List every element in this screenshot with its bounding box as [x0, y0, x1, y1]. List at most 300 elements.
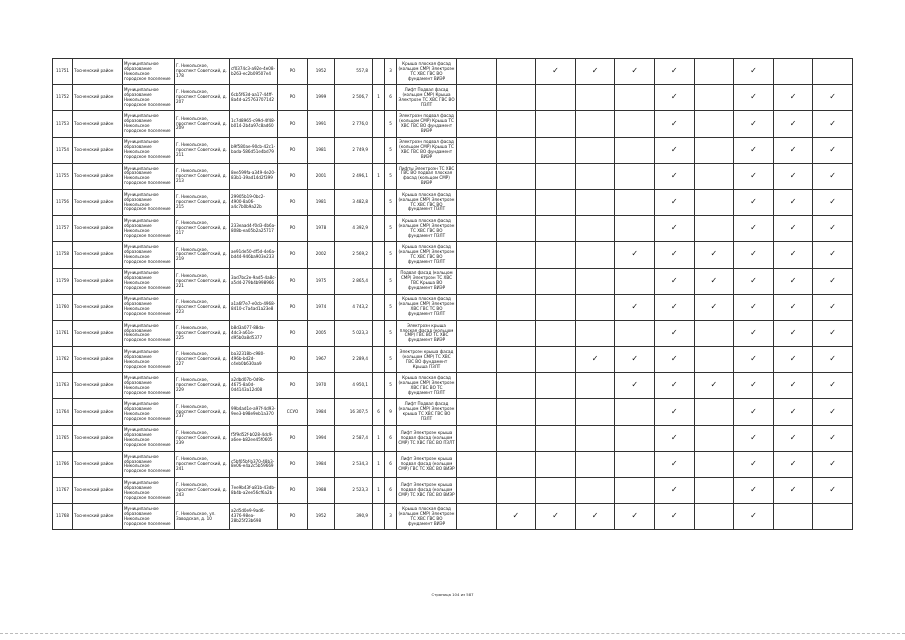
address-cell: Г. Никольское, проспект Советский, д. 213 [175, 163, 230, 189]
work-column-1-cell [457, 163, 497, 189]
row-number: 11752 [53, 85, 73, 111]
fias-code-cell: ba32318b-c980-496b-bd2d-c4eb0b630aa9 [230, 347, 278, 373]
row-number: 11753 [53, 111, 73, 137]
management-type-cell: РО [278, 85, 308, 111]
checkmark-icon: ✓ [631, 354, 639, 364]
works-list-cell: Лифты Электроэн ТС ХВС ГВС ВО подвал плоская фасад (кольцом СМР) ВИЭР [397, 163, 457, 189]
checkmark-icon: ✓ [750, 170, 757, 180]
lift-count-cell: 1 [373, 451, 385, 477]
municipality-cell: Муниципальное образование Никольское городское поселение [123, 478, 175, 504]
checkmark-icon: ✓ [710, 380, 718, 390]
work-column-2-cell [496, 294, 536, 320]
municipality-cell: Муниципальное образование Никольское городское поселение [123, 425, 175, 451]
fias-code-cell: a1a6f7e7-e0cb-4968-8410-c7a4ad1a23e8 [230, 294, 278, 320]
district-cell: Тосненский район [73, 373, 123, 399]
checkmark-icon: ✓ [552, 511, 559, 521]
work-column-6-cell [654, 242, 694, 268]
work-column-5-cell [615, 242, 655, 268]
work-column-10-cell [813, 347, 853, 373]
floors-cell: 6 [385, 478, 397, 504]
district-cell: Тосненский район [73, 137, 123, 163]
work-column-10-cell [813, 504, 853, 530]
checkmark-icon: ✓ [670, 223, 678, 233]
build-year-cell: 2005 [308, 320, 335, 346]
address-cell: Г. Никольское, проспект Советский, д. 209 [175, 111, 230, 137]
work-column-4-cell [575, 320, 615, 346]
work-column-9-cell [773, 59, 813, 85]
checkmark-icon: ✓ [750, 144, 757, 154]
work-column-3-cell [536, 85, 576, 111]
checkmark-icon: ✓ [750, 380, 757, 390]
work-column-9-cell [773, 111, 813, 137]
checkmark-icon: ✓ [670, 275, 678, 285]
checkmark-icon: ✓ [750, 249, 757, 259]
municipality-cell: Муниципальное образование Никольское городское поселение [123, 504, 175, 530]
work-column-4-cell [575, 163, 615, 189]
work-column-7-cell [694, 294, 734, 320]
checkmark-icon: ✓ [710, 301, 718, 311]
checkmark-icon: ✓ [750, 223, 757, 233]
work-column-10-cell [813, 85, 853, 111]
work-column-4-cell [575, 137, 615, 163]
area-cell: 2 506,7 [335, 85, 373, 111]
checkmark-icon: ✓ [670, 249, 678, 259]
checkmark-icon: ✓ [829, 458, 836, 468]
municipality-cell: Муниципальное образование Никольское городское поселение [123, 216, 175, 242]
work-column-8-cell [734, 373, 774, 399]
work-column-7-cell [694, 85, 734, 111]
area-cell: 3 482,8 [335, 189, 373, 215]
checkmark-icon: ✓ [512, 511, 520, 521]
checkmark-icon: ✓ [591, 511, 599, 521]
checkmark-icon: ✓ [750, 432, 757, 442]
checkmark-icon: ✓ [670, 144, 678, 154]
work-column-3-cell [536, 451, 576, 477]
address-cell: Г. Никольское, проспект Советский, д. 227 [175, 347, 230, 373]
floors-cell: 5 [385, 111, 397, 137]
work-column-3-cell [536, 425, 576, 451]
work-column-10-cell [813, 320, 853, 346]
checkmark-icon: ✓ [670, 66, 678, 76]
build-year-cell: 1999 [308, 85, 335, 111]
area-cell: 2 289,4 [335, 347, 373, 373]
district-cell: Тосненский район [73, 242, 123, 268]
checkmark-icon: ✓ [829, 144, 836, 154]
municipality-cell: Муниципальное образование Никольское городское поселение [123, 268, 175, 294]
checkmark-icon: ✓ [631, 249, 639, 259]
floors-cell: 6 [385, 425, 397, 451]
address-cell: Г. Никольское, проспект Советский, д. 239 [175, 425, 230, 451]
work-column-3-cell [536, 59, 576, 85]
work-column-8-cell [734, 242, 774, 268]
checkmark-icon: ✓ [789, 275, 797, 285]
table-row [53, 59, 853, 85]
work-column-9-cell [773, 425, 813, 451]
work-column-5-cell [615, 59, 655, 85]
table-row [53, 242, 853, 268]
lift-count-cell [373, 242, 385, 268]
work-column-4-cell [575, 504, 615, 530]
work-column-7-cell [694, 347, 734, 373]
table-row [53, 373, 853, 399]
district-cell: Тосненский район [73, 216, 123, 242]
checkmark-icon: ✓ [750, 275, 757, 285]
floors-cell: 5 [385, 373, 397, 399]
table-row [53, 189, 853, 215]
municipality-cell: Муниципальное образование Никольское городское поселение [123, 451, 175, 477]
checkmark-icon: ✓ [789, 170, 797, 180]
management-type-cell: РО [278, 216, 308, 242]
management-type-cell: РО [278, 137, 308, 163]
lift-count-cell: 1 [373, 425, 385, 451]
work-column-5-cell [615, 478, 655, 504]
work-column-7-cell [694, 268, 734, 294]
work-column-4-cell [575, 268, 615, 294]
work-column-5-cell [615, 189, 655, 215]
work-column-9-cell [773, 504, 813, 530]
area-cell: 2 569,2 [335, 242, 373, 268]
work-column-6-cell [654, 111, 694, 137]
works-list-cell: Крыша плоская фасад (кольцом СМР) Электроэн ТС ХВС ГВС ВО фундамент ВИЭР [397, 504, 457, 530]
checkmark-icon: ✓ [670, 197, 678, 207]
area-cell: 557,8 [335, 59, 373, 85]
work-column-8-cell [734, 451, 774, 477]
management-type-cell: РО [278, 451, 308, 477]
work-column-10-cell [813, 294, 853, 320]
checkmark-icon: ✓ [670, 458, 678, 468]
work-column-10-cell [813, 163, 853, 189]
work-column-4-cell [575, 347, 615, 373]
work-column-7-cell [694, 111, 734, 137]
work-column-3-cell [536, 163, 576, 189]
work-column-10-cell [813, 425, 853, 451]
work-column-8-cell [734, 189, 774, 215]
checkmark-icon: ✓ [631, 380, 639, 390]
fias-code-cell: 29905b19-0bc2-4900-8a06-a4c7b0b9a22b [230, 189, 278, 215]
row-number: 11767 [53, 478, 73, 504]
management-type-cell: РО [278, 111, 308, 137]
work-column-1-cell [457, 320, 497, 346]
work-column-6-cell [654, 451, 694, 477]
work-column-1-cell [457, 268, 497, 294]
work-column-6-cell [654, 189, 694, 215]
works-list-cell: Электроэн крыша плоская фасад (кольцом СМР) ГВС ВО ТС ХВС фундамент ВИЭР [397, 320, 457, 346]
work-column-5-cell [615, 347, 655, 373]
work-column-9-cell [773, 85, 813, 111]
work-column-9-cell [773, 451, 813, 477]
fias-code-cell: b8d3a077-88da-4dc3-a61e-d95b0a8d5377 [230, 320, 278, 346]
build-year-cell: 1967 [308, 347, 335, 373]
management-type-cell: РО [278, 268, 308, 294]
municipality-cell: Муниципальное образование Никольское городское поселение [123, 111, 175, 137]
management-type-cell: РО [278, 242, 308, 268]
work-column-5-cell [615, 163, 655, 189]
work-column-3-cell [536, 347, 576, 373]
works-list-cell: Лифт Электроэн крыша подвал фасад (кольцом СМР) ТС ХВС ГВС ВО ПЗЛТ [397, 425, 457, 451]
checkmark-icon: ✓ [829, 485, 836, 495]
works-list-cell: Лифт Электроэн крыша подвал фасад (кольцом СМР) ТС ХВС ГВС ВО ВИЭР [397, 478, 457, 504]
work-column-1-cell [457, 294, 497, 320]
work-column-5-cell [615, 373, 655, 399]
work-column-3-cell [536, 189, 576, 215]
work-column-9-cell [773, 189, 813, 215]
work-column-8-cell [734, 504, 774, 530]
area-cell: 16 307,5 [335, 399, 373, 425]
checkmark-icon: ✓ [789, 144, 797, 154]
work-column-9-cell [773, 268, 813, 294]
lift-count-cell: 1 [373, 478, 385, 504]
work-column-6-cell [654, 425, 694, 451]
management-type-cell: РО [278, 163, 308, 189]
row-number: 11758 [53, 242, 73, 268]
checkmark-icon: ✓ [750, 328, 757, 338]
work-column-4-cell [575, 216, 615, 242]
work-column-10-cell [813, 242, 853, 268]
works-list-cell: Лифт Электроэн крыша подвал фасад (кольцом СМР) ГВС ТС ХВС ВО ВИЭР [397, 451, 457, 477]
work-column-7-cell [694, 163, 734, 189]
work-column-3-cell [536, 268, 576, 294]
district-cell: Тосненский район [73, 425, 123, 451]
build-year-cell: 1952 [308, 59, 335, 85]
floors-cell: 3 [385, 59, 397, 85]
work-column-7-cell [694, 478, 734, 504]
work-column-10-cell [813, 111, 853, 137]
table-row [53, 320, 853, 346]
municipality-cell: Муниципальное образование Никольское городское поселение [123, 163, 175, 189]
checkmark-icon: ✓ [829, 197, 836, 207]
work-column-4-cell [575, 294, 615, 320]
work-column-4-cell [575, 451, 615, 477]
checkmark-icon: ✓ [829, 249, 836, 259]
work-column-8-cell [734, 347, 774, 373]
work-column-5-cell [615, 320, 655, 346]
checkmark-icon: ✓ [670, 118, 678, 128]
work-column-2-cell [496, 425, 536, 451]
floors-cell: 6 [385, 85, 397, 111]
table-row [53, 163, 853, 189]
area-cell: 2 496,1 [335, 163, 373, 189]
checkmark-icon: ✓ [789, 301, 797, 311]
table-row [53, 425, 853, 451]
works-list-cell: Лифт Подвал фасад (кольцом СМР) Электроэн крыша ТС ХВС ГВС ВО ПЗЛТ [397, 399, 457, 425]
table-row [53, 85, 853, 111]
work-column-6-cell [654, 85, 694, 111]
build-year-cell: 1981 [308, 137, 335, 163]
checkmark-icon: ✓ [789, 354, 797, 364]
work-column-9-cell [773, 137, 813, 163]
capital-repair-table [52, 58, 853, 530]
work-column-1-cell [457, 399, 497, 425]
checkmark-icon: ✓ [829, 275, 836, 285]
municipality-cell: Муниципальное образование Никольское городское поселение [123, 373, 175, 399]
floors-cell: 5 [385, 320, 397, 346]
work-column-10-cell [813, 59, 853, 85]
row-number: 11762 [53, 347, 73, 373]
row-number: 11761 [53, 320, 73, 346]
work-column-10-cell [813, 451, 853, 477]
work-column-3-cell [536, 320, 576, 346]
fias-code-cell: 99b4ad1e-a97f-4d93-9ee3-b98e9eb1a370 [230, 399, 278, 425]
checkmark-icon: ✓ [789, 223, 797, 233]
build-year-cell: 1978 [308, 216, 335, 242]
build-year-cell: 2002 [308, 242, 335, 268]
checkmark-icon: ✓ [670, 511, 678, 521]
scan-edge-line [0, 633, 905, 634]
work-column-1-cell [457, 137, 497, 163]
row-number: 11764 [53, 399, 73, 425]
work-column-9-cell [773, 347, 813, 373]
build-year-cell: 1994 [308, 425, 335, 451]
management-type-cell: РО [278, 504, 308, 530]
work-column-10-cell [813, 189, 853, 215]
work-column-7-cell [694, 373, 734, 399]
area-cell: 4 392,9 [335, 216, 373, 242]
floors-cell: 5 [385, 294, 397, 320]
works-list-cell: Крыша плоская фасад (кольцом СМР) Электроэн ТС ХВС ГВС ВО фундамент ПЗЛТ [397, 242, 457, 268]
work-column-7-cell [694, 242, 734, 268]
checkmark-icon: ✓ [789, 406, 797, 416]
district-cell: Тосненский район [73, 268, 123, 294]
floors-cell: 5 [385, 163, 397, 189]
work-column-7-cell [694, 504, 734, 530]
floors-cell: 6 [385, 451, 397, 477]
work-column-6-cell [654, 347, 694, 373]
fias-code-cell: f5f9d52f-b028-4dc9-a6ee-b82ee45f0605 [230, 425, 278, 451]
work-column-1-cell [457, 373, 497, 399]
work-column-7-cell [694, 320, 734, 346]
fias-code-cell: 3ad7bc2e-9ad5-4a8c-a5d4-279b4b998966 [230, 268, 278, 294]
address-cell: Г. Никольское, проспект Советский, д. 243 [175, 478, 230, 504]
work-column-6-cell [654, 268, 694, 294]
management-type-cell: РО [278, 320, 308, 346]
work-column-5-cell [615, 294, 655, 320]
checkmark-icon: ✓ [750, 354, 757, 364]
checkmark-icon: ✓ [789, 92, 797, 102]
fias-code-cell: a2d5d0e9-9ad6-4376-98ea-28b25f23b698 [230, 504, 278, 530]
management-type-cell: РО [278, 294, 308, 320]
work-column-7-cell [694, 399, 734, 425]
work-column-7-cell [694, 425, 734, 451]
work-column-2-cell [496, 242, 536, 268]
build-year-cell: 1975 [308, 268, 335, 294]
checkmark-icon: ✓ [670, 485, 678, 495]
work-column-2-cell [496, 85, 536, 111]
municipality-cell: Муниципальное образование Никольское городское поселение [123, 399, 175, 425]
work-column-2-cell [496, 451, 536, 477]
work-column-8-cell [734, 478, 774, 504]
address-cell: Г. Никольское, проспект Советский, д. 219 [175, 242, 230, 268]
lift-count-cell [373, 373, 385, 399]
table-row [53, 294, 853, 320]
checkmark-icon: ✓ [829, 380, 836, 390]
work-column-8-cell [734, 59, 774, 85]
address-cell: Г. Никольское, проспект Советский, д. 215 [175, 189, 230, 215]
fias-code-cell: 7ee9b43f-a81b-43db-8b4b-a2ee56cf6a2b [230, 478, 278, 504]
checkmark-icon: ✓ [829, 223, 836, 233]
works-list-cell: Крыша плоская фасад (кольцом СМР) Электроэн ХВС ГВС ТС ВО фундамент ПЗЛТ [397, 294, 457, 320]
checkmark-icon: ✓ [670, 380, 678, 390]
work-column-4-cell [575, 242, 615, 268]
work-column-6-cell [654, 373, 694, 399]
checkmark-icon: ✓ [710, 275, 718, 285]
checkmark-icon: ✓ [750, 406, 757, 416]
work-column-2-cell [496, 347, 536, 373]
work-column-4-cell [575, 478, 615, 504]
work-column-3-cell [536, 216, 576, 242]
page-footer: Страница 104 из 587 [431, 592, 474, 597]
work-column-3-cell [536, 294, 576, 320]
checkmark-icon: ✓ [591, 66, 599, 76]
floors-cell: 5 [385, 242, 397, 268]
address-cell: Г. Никольское, проспект Советский, д. 211 [175, 137, 230, 163]
work-column-6-cell [654, 478, 694, 504]
district-cell: Тосненский район [73, 347, 123, 373]
checkmark-icon: ✓ [789, 458, 797, 468]
work-column-2-cell [496, 399, 536, 425]
table-row [53, 111, 853, 137]
row-number: 11755 [53, 163, 73, 189]
work-column-10-cell [813, 373, 853, 399]
checkmark-icon: ✓ [670, 170, 678, 180]
table-row [53, 268, 853, 294]
checkmark-icon: ✓ [789, 118, 797, 128]
work-column-7-cell [694, 189, 734, 215]
work-column-5-cell [615, 137, 655, 163]
work-column-6-cell [654, 163, 694, 189]
district-cell: Тосненский район [73, 163, 123, 189]
checkmark-icon: ✓ [750, 197, 757, 207]
district-cell: Тосненский район [73, 59, 123, 85]
work-column-2-cell [496, 504, 536, 530]
municipality-cell: Муниципальное образование Никольское городское поселение [123, 294, 175, 320]
checkmark-icon: ✓ [789, 197, 797, 207]
district-cell: Тосненский район [73, 294, 123, 320]
work-column-4-cell [575, 111, 615, 137]
work-column-10-cell [813, 216, 853, 242]
table-row [53, 399, 853, 425]
address-cell: Г. Никольское, проспект Советский, д. 221 [175, 268, 230, 294]
work-column-6-cell [654, 320, 694, 346]
work-column-8-cell [734, 425, 774, 451]
checkmark-icon: ✓ [789, 485, 797, 495]
checkmark-icon: ✓ [631, 511, 639, 521]
work-column-1-cell [457, 451, 497, 477]
checkmark-icon: ✓ [750, 511, 757, 521]
floors-cell: 5 [385, 216, 397, 242]
checkmark-icon: ✓ [631, 66, 639, 76]
works-list-cell: Лифт Подвал фасад (кольцом СМР) Крыша Электроэн ТС ХВС ГВС ВО ПЗЛТ [397, 85, 457, 111]
build-year-cell: 1984 [308, 399, 335, 425]
checkmark-icon: ✓ [829, 354, 836, 364]
checkmark-icon: ✓ [750, 66, 757, 76]
work-column-10-cell [813, 268, 853, 294]
table-row [53, 137, 853, 163]
work-column-8-cell [734, 111, 774, 137]
work-column-6-cell [654, 504, 694, 530]
checkmark-icon: ✓ [829, 328, 836, 338]
municipality-cell: Муниципальное образование Никольское городское поселение [123, 189, 175, 215]
lift-count-cell [373, 189, 385, 215]
work-column-9-cell [773, 294, 813, 320]
fias-code-cell: 233eaad4-f0d3-4b6a-808b-ea05b2a25717 [230, 216, 278, 242]
row-number: 11751 [53, 59, 73, 85]
checkmark-icon: ✓ [789, 432, 797, 442]
floors-cell: 5 [385, 189, 397, 215]
district-cell: Тосненский район [73, 85, 123, 111]
work-column-4-cell [575, 373, 615, 399]
checkmark-icon: ✓ [670, 406, 678, 416]
table-row [53, 451, 853, 477]
